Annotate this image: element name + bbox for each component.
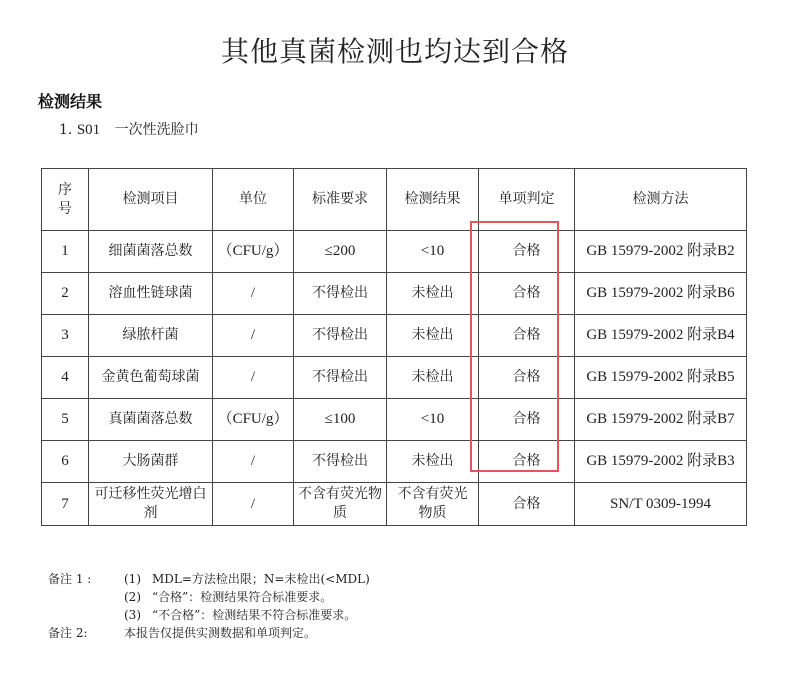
row-item: 细菌菌落总数	[89, 231, 213, 273]
note1-line	[48, 588, 370, 606]
row-result: 未检出	[387, 357, 479, 399]
note2-line	[48, 624, 370, 642]
row-unit: （CFU/g）	[213, 231, 294, 273]
row-no: 2	[42, 273, 89, 315]
row-method: GB 15979-2002 附录B6	[575, 273, 747, 315]
page-title: 其他真菌检测也均达到合格	[220, 35, 569, 68]
row-verdict: 合格	[479, 399, 575, 441]
row-method: GB 15979-2002 附录B2	[575, 231, 747, 273]
row-method: GB 15979-2002 附录B7	[575, 399, 747, 441]
row-verdict: 合格	[479, 231, 575, 273]
row-unit: /	[213, 357, 294, 399]
row-result: 不含有荧光物质	[387, 483, 479, 526]
row-method: SN/T 0309-1994	[575, 483, 747, 526]
row-result: 未检出	[387, 315, 479, 357]
row-no: 5	[42, 399, 89, 441]
row-no: 6	[42, 441, 89, 483]
row-verdict: 合格	[479, 357, 575, 399]
table-row	[42, 399, 747, 441]
row-standard: 不含有荧光物质	[294, 483, 387, 526]
table-row	[42, 273, 747, 315]
header-result: 检测结果	[387, 169, 479, 231]
sample-name: 一次性洗脸巾	[114, 122, 199, 138]
note1-line	[48, 570, 370, 588]
section-heading: 检测结果	[38, 92, 103, 111]
row-no: 4	[42, 357, 89, 399]
sample-index: 1.	[59, 122, 73, 138]
note1-item-text: “不合格”：检测结果不符合标准要求。	[152, 608, 357, 622]
row-result: 未检出	[387, 273, 479, 315]
note2-text: 本报告仅提供实测数据和单项判定。	[124, 626, 317, 640]
row-standard: ≤100	[294, 399, 387, 441]
table-header-row	[42, 169, 747, 231]
note1-item-text: “合格”：检测结果符合标准要求。	[152, 590, 333, 604]
note1-item-num: (3)	[124, 608, 141, 622]
header-method: 检测方法	[575, 169, 747, 231]
note1-item-text: MDL=方法检出限；N=未检出(<MDL)	[152, 572, 370, 586]
row-item: 真菌菌落总数	[89, 399, 213, 441]
row-method: GB 15979-2002 附录B4	[575, 315, 747, 357]
row-method: GB 15979-2002 附录B5	[575, 357, 747, 399]
row-no: 1	[42, 231, 89, 273]
row-standard: ≤200	[294, 231, 387, 273]
note1-item-num: (2)	[124, 590, 141, 604]
row-verdict: 合格	[479, 441, 575, 483]
row-standard: 不得检出	[294, 315, 387, 357]
row-result: 未检出	[387, 441, 479, 483]
row-unit: （CFU/g）	[213, 399, 294, 441]
row-standard: 不得检出	[294, 273, 387, 315]
row-item: 大肠菌群	[89, 441, 213, 483]
notes	[48, 570, 370, 642]
row-result: <10	[387, 399, 479, 441]
row-unit: /	[213, 441, 294, 483]
row-verdict: 合格	[479, 315, 575, 357]
row-no: 3	[42, 315, 89, 357]
header-unit: 单位	[213, 169, 294, 231]
row-item: 溶血性链球菌	[89, 273, 213, 315]
row-item: 金黄色葡萄球菌	[89, 357, 213, 399]
header-standard: 标准要求	[294, 169, 387, 231]
table-row	[42, 315, 747, 357]
row-unit: /	[213, 315, 294, 357]
header-verdict: 单项判定	[479, 169, 575, 231]
row-verdict: 合格	[479, 273, 575, 315]
row-standard: 不得检出	[294, 357, 387, 399]
table-row	[42, 231, 747, 273]
table-row	[42, 441, 747, 483]
note1-line	[48, 606, 370, 624]
table-row	[42, 483, 747, 526]
row-no: 7	[42, 483, 89, 526]
row-standard: 不得检出	[294, 441, 387, 483]
sample-line	[59, 119, 199, 139]
row-method: GB 15979-2002 附录B3	[575, 441, 747, 483]
row-verdict: 合格	[479, 483, 575, 526]
note1-label: 备注 1 :	[48, 572, 92, 586]
row-unit: /	[213, 273, 294, 315]
row-result: <10	[387, 231, 479, 273]
note2-label: 备注 2:	[48, 626, 88, 640]
sample-code: S01	[76, 122, 101, 138]
row-item: 可迁移性荧光增白剂	[89, 483, 213, 526]
note1-item-num: (1)	[124, 572, 141, 586]
row-item: 绿脓杆菌	[89, 315, 213, 357]
table-row	[42, 357, 747, 399]
header-seq: 序 号	[42, 169, 89, 231]
results-table	[41, 168, 747, 526]
row-unit: /	[213, 483, 294, 526]
header-item: 检测项目	[89, 169, 213, 231]
